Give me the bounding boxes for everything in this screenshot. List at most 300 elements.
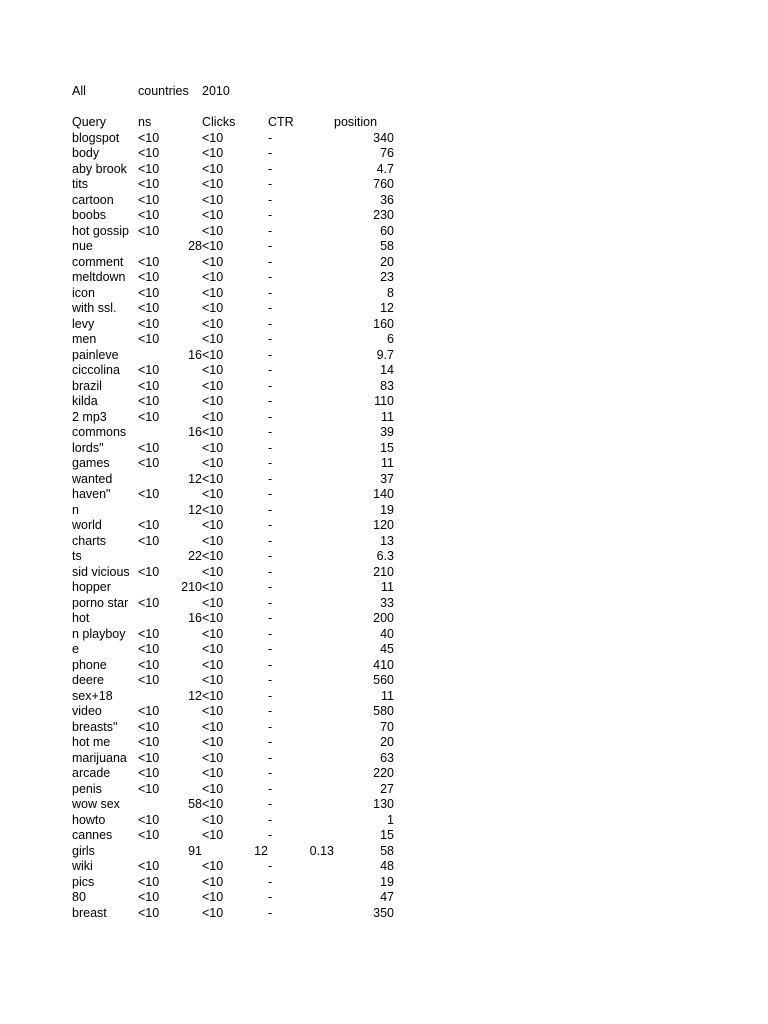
cell-ctr: -: [268, 595, 273, 610]
cell-position: 210: [373, 564, 394, 579]
cell-ctr: -: [268, 146, 273, 160]
table-row: [72, 627, 394, 643]
cell-ns: <10: [138, 363, 160, 377]
cell-ctr: -: [268, 719, 273, 734]
cell-clicks: <10: [202, 301, 224, 315]
table-row: [72, 580, 394, 596]
cell-ctr: -: [268, 812, 273, 827]
cell-position: 20: [380, 735, 394, 749]
cell-clicks: <10: [202, 781, 224, 796]
table-row: [72, 828, 394, 844]
cell-clicks: <10: [202, 890, 224, 904]
table-row: [72, 658, 394, 674]
cell-ctr: -: [268, 161, 273, 176]
cell-query: penis: [72, 781, 102, 796]
cell-ns: <10: [138, 208, 160, 222]
cell-position: 560: [373, 673, 394, 687]
cell-ctr: -: [268, 177, 273, 191]
cell-ns: <10: [138, 456, 160, 470]
cell-position: 11: [381, 580, 394, 594]
cell-position: 58: [380, 843, 394, 858]
cell-clicks: <10: [202, 564, 224, 579]
cell-ns: <10: [138, 440, 160, 455]
cell-position: 220: [373, 766, 394, 780]
cell-ns: 22: [188, 549, 202, 563]
cell-ctr: -: [268, 425, 273, 439]
table-row: [72, 766, 394, 782]
table-row: [72, 720, 394, 736]
cell-query: video: [72, 704, 102, 718]
cell-ns: <10: [138, 332, 160, 346]
cell-position: 39: [380, 425, 394, 439]
cell-ns: <10: [138, 874, 160, 889]
cell-ctr: -: [268, 378, 273, 393]
cell-position: 580: [373, 704, 394, 718]
cell-position: 23: [380, 270, 394, 284]
table-row: [72, 797, 394, 813]
cell-clicks: <10: [202, 595, 224, 610]
cell-clicks: <10: [202, 673, 224, 687]
table-body: [72, 131, 394, 922]
cell-ns: <10: [138, 673, 160, 687]
cell-clicks: <10: [202, 239, 224, 253]
cell-clicks: <10: [202, 533, 224, 548]
cell-ns: <10: [138, 595, 160, 610]
cell-position: 14: [380, 363, 394, 377]
query-table: [72, 115, 394, 921]
cell-ctr: -: [268, 549, 273, 563]
cell-query: wanted: [72, 471, 113, 486]
cell-query: world: [72, 518, 102, 532]
cell-ctr: -: [268, 781, 273, 796]
table-row: [72, 689, 394, 705]
cell-query: nue: [72, 239, 93, 253]
title-cell-year: 2010: [202, 84, 230, 98]
cell-ns: <10: [138, 146, 160, 160]
table-header-row: [72, 115, 394, 131]
cell-position: 37: [380, 471, 394, 486]
cell-ns: <10: [138, 704, 160, 718]
cell-clicks: <10: [202, 735, 224, 749]
table-row: [72, 286, 394, 302]
cell-position: 160: [373, 316, 394, 331]
cell-ns: <10: [138, 750, 160, 765]
cell-ctr: -: [268, 673, 273, 687]
table-row: [72, 890, 394, 906]
cell-clicks: <10: [202, 471, 224, 486]
cell-clicks: <10: [202, 642, 224, 656]
cell-clicks: <10: [202, 812, 224, 827]
cell-clicks: <10: [202, 766, 224, 780]
cell-ns: 12: [188, 502, 202, 517]
cell-ns: <10: [138, 223, 160, 238]
table-row: [72, 425, 394, 441]
cell-query: games: [72, 456, 110, 470]
cell-ns: 91: [188, 843, 202, 858]
cell-clicks: <10: [202, 254, 224, 269]
cell-query: arcade: [72, 766, 111, 780]
cell-ns: <10: [138, 890, 160, 904]
table-row: [72, 224, 394, 240]
cell-clicks: <10: [202, 146, 224, 160]
cell-position: 1: [387, 812, 394, 827]
cell-ns: <10: [138, 285, 160, 300]
table-row: [72, 518, 394, 534]
cell-clicks: <10: [202, 332, 224, 346]
table-row: [72, 596, 394, 612]
cell-ns: <10: [138, 564, 160, 579]
cell-ctr: -: [268, 456, 273, 470]
cell-query: sid vicious: [72, 564, 130, 579]
cell-position: 13: [380, 533, 394, 548]
cell-clicks: <10: [202, 409, 224, 424]
cell-ns: <10: [138, 254, 160, 269]
cell-query: n: [72, 502, 79, 517]
cell-query: ciccolina: [72, 363, 120, 377]
table-row: [72, 735, 394, 751]
table-row: [72, 162, 394, 178]
cell-position: 8: [387, 285, 394, 300]
table-row: [72, 255, 394, 271]
table-row: [72, 348, 394, 364]
cell-ns: 210: [181, 580, 202, 594]
cell-ctr: -: [268, 347, 273, 362]
cell-clicks: <10: [202, 363, 224, 377]
cell-query: levy: [72, 316, 95, 331]
cell-query: marijuana: [72, 750, 127, 765]
cell-ns: <10: [138, 177, 160, 191]
cell-ctr: -: [268, 642, 273, 656]
cell-ctr: -: [268, 270, 273, 284]
cell-position: 4.7: [376, 161, 394, 176]
table-row: [72, 906, 394, 922]
cell-clicks: <10: [202, 161, 224, 176]
cell-query: haven": [72, 487, 111, 501]
cell-ctr: -: [268, 502, 273, 517]
cell-ctr: -: [268, 750, 273, 765]
cell-position: 6.3: [376, 549, 394, 563]
cell-ns: 12: [188, 688, 202, 703]
cell-query: wow sex: [72, 797, 120, 811]
cell-position: 140: [373, 487, 394, 501]
cell-ns: <10: [138, 905, 160, 920]
cell-position: 130: [373, 797, 394, 811]
cell-query: aby brook: [72, 161, 127, 176]
cell-clicks: 12: [254, 843, 268, 858]
cell-clicks: <10: [202, 487, 224, 501]
cell-ctr: -: [268, 518, 273, 532]
cell-ctr: -: [268, 688, 273, 703]
cell-position: 200: [373, 611, 394, 625]
cell-clicks: <10: [202, 177, 224, 191]
cell-ctr: -: [268, 192, 273, 207]
cell-ns: <10: [138, 812, 160, 827]
cell-clicks: <10: [202, 394, 224, 408]
cell-position: 36: [380, 192, 394, 207]
cell-ns: 58: [188, 797, 202, 811]
cell-ns: <10: [138, 781, 160, 796]
table-row: [72, 301, 394, 317]
cell-query: icon: [72, 285, 95, 300]
cell-ns: <10: [138, 301, 160, 315]
cell-query: men: [72, 332, 97, 346]
table-row: [72, 813, 394, 829]
cell-ns: <10: [138, 130, 160, 145]
cell-position: 47: [380, 890, 394, 904]
table-row: [72, 208, 394, 224]
cell-ctr: -: [268, 611, 273, 625]
table-row: [72, 332, 394, 348]
table-row: [72, 239, 394, 255]
cell-query: howto: [72, 812, 106, 827]
cell-ctr: -: [268, 704, 273, 718]
cell-query: body: [72, 146, 100, 160]
cell-query: e: [72, 642, 79, 656]
cell-ctr: -: [268, 223, 273, 238]
cell-ctr: -: [268, 487, 273, 501]
table-row: [72, 782, 394, 798]
table-row: [72, 642, 394, 658]
cell-clicks: <10: [202, 425, 224, 439]
cell-clicks: <10: [202, 285, 224, 300]
cell-ctr: -: [268, 828, 273, 842]
table-row: [72, 875, 394, 891]
cell-position: 340: [373, 130, 394, 145]
cell-ctr: -: [268, 285, 273, 300]
title-cell-countries: countries: [138, 84, 189, 98]
cell-ns: <10: [138, 642, 160, 656]
cell-ctr: -: [268, 471, 273, 486]
cell-ctr: -: [268, 239, 273, 253]
header-query: Query: [72, 115, 107, 129]
cell-ctr: -: [268, 580, 273, 594]
table-row: [72, 410, 394, 426]
cell-ns: <10: [138, 828, 160, 842]
table-row: [72, 859, 394, 875]
cell-ctr: -: [268, 254, 273, 269]
cell-ns: <10: [138, 735, 160, 749]
title-row: [72, 84, 402, 99]
cell-ctr: -: [268, 735, 273, 749]
cell-clicks: <10: [202, 440, 224, 455]
cell-ctr: -: [268, 130, 273, 145]
cell-position: 40: [380, 626, 394, 641]
cell-clicks: <10: [202, 223, 224, 238]
table-row: [72, 704, 394, 720]
cell-query: cartoon: [72, 192, 114, 207]
cell-ns: 16: [188, 347, 202, 362]
table-row: [72, 363, 394, 379]
cell-position: 19: [380, 502, 394, 517]
table-row: [72, 394, 394, 410]
cell-ns: <10: [138, 719, 160, 734]
cell-clicks: <10: [202, 208, 224, 222]
cell-clicks: <10: [202, 626, 224, 641]
table-row: [72, 611, 394, 627]
cell-clicks: <10: [202, 704, 224, 718]
cell-ctr: -: [268, 797, 273, 811]
cell-position: 15: [380, 828, 394, 842]
cell-ns: <10: [138, 394, 160, 408]
cell-ns: <10: [138, 626, 160, 641]
cell-clicks: <10: [202, 502, 224, 517]
table-row: [72, 565, 394, 581]
cell-position: 33: [380, 595, 394, 610]
cell-query: wiki: [72, 859, 93, 873]
cell-ns: <10: [138, 859, 160, 873]
cell-clicks: <10: [202, 688, 224, 703]
header-ctr: CTR: [268, 115, 294, 129]
cell-clicks: <10: [202, 874, 224, 889]
table-row: [72, 317, 394, 333]
cell-position: 11: [381, 456, 394, 470]
table-row: [72, 503, 394, 519]
cell-query: girls: [72, 843, 95, 858]
cell-position: 6: [387, 332, 394, 346]
cell-clicks: <10: [202, 456, 224, 470]
cell-query: painleve: [72, 347, 119, 362]
cell-query: commons: [72, 425, 127, 439]
cell-query: sex+18: [72, 688, 113, 703]
cell-position: 12: [380, 301, 394, 315]
cell-position: 110: [374, 394, 394, 408]
table-row: [72, 441, 394, 457]
cell-position: 11: [381, 409, 394, 424]
cell-ns: <10: [138, 378, 160, 393]
cell-ctr: -: [268, 657, 273, 672]
cell-clicks: <10: [202, 580, 224, 594]
table-row: [72, 673, 394, 689]
cell-position: 410: [373, 657, 394, 672]
cell-clicks: <10: [202, 316, 224, 331]
cell-ns: <10: [138, 657, 160, 672]
cell-ns: <10: [138, 409, 160, 424]
cell-ctr: 0.13: [309, 843, 334, 858]
cell-position: 11: [381, 688, 394, 703]
cell-ns: <10: [138, 766, 160, 780]
table-row: [72, 751, 394, 767]
cell-clicks: <10: [202, 797, 224, 811]
cell-ns: <10: [138, 533, 160, 548]
header-ns: ns: [138, 115, 152, 129]
table-row: [72, 534, 394, 550]
cell-ns: <10: [138, 518, 160, 532]
cell-clicks: <10: [202, 378, 224, 393]
table-row: [72, 487, 394, 503]
cell-query: n playboy: [72, 626, 126, 641]
cell-clicks: <10: [202, 347, 224, 362]
cell-position: 60: [380, 223, 394, 238]
cell-clicks: <10: [202, 828, 224, 842]
cell-ctr: -: [268, 440, 273, 455]
cell-position: 45: [380, 642, 394, 656]
cell-ctr: -: [268, 409, 273, 424]
header-clicks: Clicks: [202, 115, 236, 129]
cell-position: 19: [380, 874, 394, 889]
cell-ctr: -: [268, 332, 273, 346]
cell-ctr: -: [268, 874, 273, 889]
cell-position: 27: [380, 781, 394, 796]
cell-clicks: <10: [202, 518, 224, 532]
cell-position: 48: [380, 859, 394, 873]
cell-ns: <10: [138, 487, 160, 501]
table-row: [72, 146, 394, 162]
cell-query: hot me: [72, 735, 111, 749]
cell-clicks: <10: [202, 905, 224, 920]
cell-query: pics: [72, 874, 95, 889]
table-row: [72, 456, 394, 472]
cell-position: 9.7: [376, 347, 394, 362]
cell-position: 76: [380, 146, 394, 160]
cell-ns: <10: [138, 161, 160, 176]
table-row: [72, 549, 394, 565]
cell-query: tits: [72, 177, 88, 191]
cell-query: hot gossip: [72, 223, 129, 238]
cell-query: 2 mp3: [72, 409, 107, 424]
cell-position: 20: [380, 254, 394, 269]
cell-ctr: -: [268, 363, 273, 377]
cell-clicks: <10: [202, 750, 224, 765]
cell-clicks: <10: [202, 130, 224, 145]
cell-clicks: <10: [202, 719, 224, 734]
table-row: [72, 177, 394, 193]
table-row: [72, 270, 394, 286]
cell-position: 83: [380, 378, 394, 393]
cell-query: lords": [72, 440, 104, 455]
cell-position: 120: [373, 518, 394, 532]
cell-query: comment: [72, 254, 124, 269]
cell-query: boobs: [72, 208, 107, 222]
cell-clicks: <10: [202, 611, 224, 625]
cell-query: brazil: [72, 378, 102, 393]
cell-ctr: -: [268, 859, 273, 873]
table-row: [72, 131, 394, 147]
cell-ctr: -: [268, 316, 273, 331]
title-cell-all: All: [72, 84, 86, 98]
table-row: [72, 193, 394, 209]
cell-position: 15: [380, 440, 394, 455]
cell-ctr: -: [268, 301, 273, 315]
cell-query: meltdown: [72, 270, 126, 284]
cell-position: 70: [380, 719, 394, 734]
cell-clicks: <10: [202, 859, 224, 873]
cell-ns: <10: [138, 270, 160, 284]
cell-ns: <10: [138, 192, 160, 207]
cell-ns: 12: [188, 471, 202, 486]
cell-ns: 16: [188, 611, 202, 625]
cell-clicks: <10: [202, 270, 224, 284]
cell-ns: 16: [188, 425, 202, 439]
cell-position: 350: [373, 905, 394, 920]
cell-query: blogspot: [72, 130, 120, 145]
cell-query: kilda: [72, 394, 98, 408]
cell-ctr: -: [268, 394, 273, 408]
cell-ns: <10: [138, 316, 160, 331]
cell-query: hot: [72, 611, 90, 625]
cell-ctr: -: [268, 890, 273, 904]
cell-query: breast: [72, 905, 107, 920]
cell-query: hopper: [72, 580, 111, 594]
cell-query: deere: [72, 673, 104, 687]
cell-position: 58: [380, 239, 394, 253]
cell-ctr: -: [268, 626, 273, 641]
cell-clicks: <10: [202, 192, 224, 207]
table-row: [72, 844, 394, 860]
cell-query: phone: [72, 657, 107, 672]
cell-clicks: <10: [202, 549, 224, 563]
cell-query: 80: [72, 890, 86, 904]
cell-query: breasts": [72, 719, 118, 734]
